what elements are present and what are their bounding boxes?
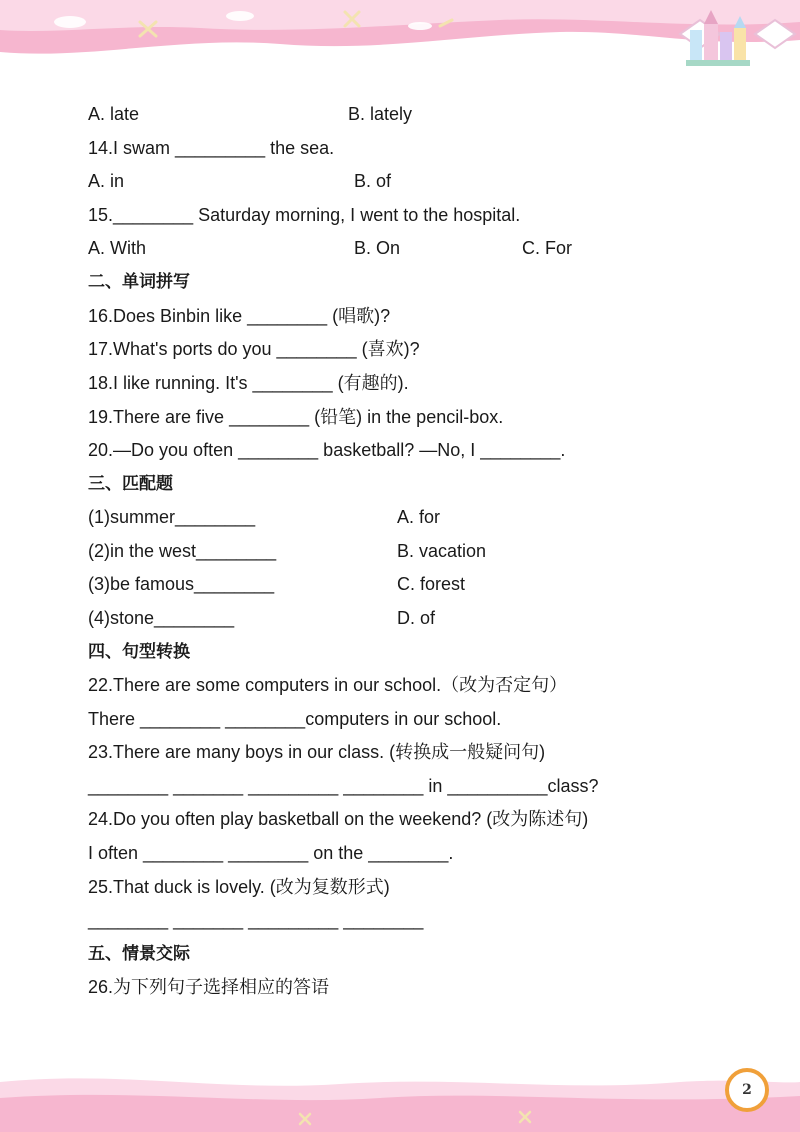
answer-22: There ________ ________computers in our school. [88,709,502,729]
option-b: B. lately [348,104,413,124]
question-14: 14.I swam _________ the sea. [88,138,335,158]
match-left: (4)stone________ [88,608,235,628]
question-22: 22.There are some computers in our school.（改为否定句） [88,675,568,695]
bottom-decorative-banner [0,1062,800,1132]
section-heading-5: 五、情景交际 [88,944,190,964]
question-15: 15.________ Saturday morning, I went to the hospital. [88,205,521,225]
match-row [88,572,466,596]
match-left: (1)summer________ [88,507,256,527]
q14-options [88,169,392,193]
section-heading-2: 二、单词拼写 [88,272,190,292]
option-b: B. On [354,238,401,258]
match-row [88,505,441,529]
page-number: 2 [742,1082,752,1098]
top-decorative-banner [0,0,800,80]
question-18: 18.I like running. It's ________ (有趣的). [88,373,409,393]
match-right: B. vacation [397,541,487,561]
option-c: C. For [522,238,573,258]
question-25: 25.That duck is lovely. (改为复数形式) [88,877,390,897]
q15-options [88,236,573,260]
option-b: B. of [354,171,392,191]
question-16: 16.Does Binbin like ________ (唱歌)? [88,306,391,326]
option-a: A. in [88,171,125,191]
question-23: 23.There are many boys in our class. (转换成一般疑问句) [88,742,546,762]
question-26: 26.为下列句子选择相应的答语 [88,977,330,997]
answer-25: ________ _______ _________ ________ [88,910,424,930]
match-row [88,539,487,563]
match-right: C. forest [397,574,466,594]
question-17: 17.What's ports do you ________ (喜欢)? [88,339,420,359]
q13-options [88,102,413,126]
match-left: (3)be famous________ [88,574,275,594]
section-heading-3: 三、匹配题 [88,474,173,494]
match-left: (2)in the west________ [88,541,277,561]
answer-23: ________ _______ _________ ________ in __________class? [88,776,599,796]
option-a: A. With [88,238,147,258]
answer-24: I often ________ ________ on the ________. [88,843,454,863]
match-right: D. of [397,608,436,628]
page-number-badge [725,1068,769,1112]
question-20: 20.—Do you often ________ basketball? —No, I ________. [88,440,566,460]
match-row [88,606,436,630]
option-a: A. late [88,104,140,124]
question-24: 24.Do you often play basketball on the weekend? (改为陈述句) [88,809,589,829]
section-heading-4: 四、句型转换 [88,642,190,662]
match-right: A. for [397,507,441,527]
question-19: 19.There are five ________ (铅笔) in the pencil-box. [88,407,504,427]
